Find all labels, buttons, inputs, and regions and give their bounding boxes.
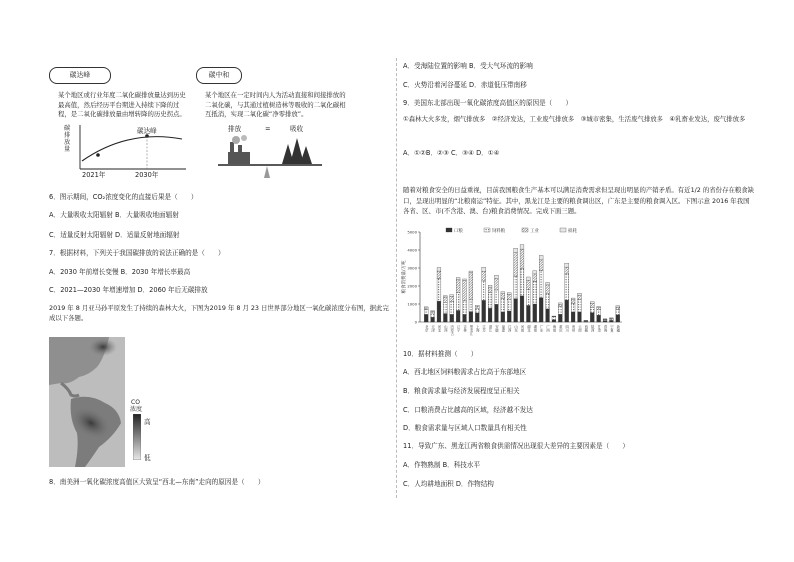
bar-segment-2 <box>424 309 428 314</box>
bar-segment-2 <box>475 308 479 313</box>
bar-segment-4 <box>578 293 582 295</box>
bar-segment-3 <box>469 273 473 300</box>
y-tick-label: 1000 <box>407 301 417 307</box>
bar-segment-2 <box>558 307 562 315</box>
bar-segment-3 <box>463 281 467 301</box>
bar-segment-2 <box>437 279 441 302</box>
bar-segment-4 <box>590 302 594 304</box>
category-label: 西藏 <box>583 325 588 332</box>
equals-label: = <box>265 125 271 133</box>
bar-segment-3 <box>578 295 582 299</box>
bar-segment-1 <box>578 312 582 322</box>
bar-segment-1 <box>424 314 428 322</box>
category-label: 天津 <box>430 325 435 332</box>
legend-high: 高 <box>144 418 151 426</box>
bar-segment-4 <box>616 306 620 307</box>
q8-options-cd: C．火势沿着河谷蔓延 D．赤道低压带南移 <box>403 81 527 89</box>
category-label: 上海 <box>475 325 480 332</box>
bar-segment-3 <box>526 280 530 289</box>
bar-segment-1 <box>431 317 435 322</box>
bar-segment-3 <box>437 271 441 279</box>
category-label: 北京 <box>424 325 429 332</box>
legend-conc: 浓度 <box>130 406 143 413</box>
chart-ylabel: 粮食消费量/万吨 <box>402 260 407 294</box>
bar-segment-1 <box>533 304 537 322</box>
bar-segment-1 <box>475 313 479 322</box>
q9-stem: 9．美国东北部出现一氧化碳浓度高值区的原因是（ ） <box>403 99 573 107</box>
bar-segment-1 <box>482 300 486 322</box>
bar-segment-1 <box>501 312 505 322</box>
bar-segment-2 <box>456 293 460 311</box>
category-label: 浙江 <box>488 325 493 332</box>
bar-segment-4 <box>488 285 492 288</box>
q6-stem: 6．图示期间，CO₂浓度变化的直接后果是（ ） <box>49 193 198 201</box>
emission-curve <box>82 137 182 161</box>
bar-segment-2 <box>578 299 582 312</box>
category-label: 河北 <box>436 325 441 332</box>
category-label: 吉林 <box>462 325 467 332</box>
bar-segment-4 <box>526 277 530 280</box>
category-label: 青海 <box>603 325 608 332</box>
q7-options-ab: A．2030 年前增长变慢 B．2030 年增长率最高 <box>49 268 191 276</box>
bar-segment-4 <box>475 305 479 306</box>
bar-segment-1 <box>488 308 492 322</box>
bar-segment-3 <box>495 278 499 290</box>
co-concentration-map <box>49 337 125 467</box>
bar-segment-2 <box>520 269 524 296</box>
category-label: 广西 <box>545 325 550 332</box>
bar-segment-1 <box>443 314 447 322</box>
bar-segment-3 <box>443 297 447 302</box>
y-tick-label: 5000 <box>407 229 417 235</box>
bar-segment-2 <box>597 310 601 315</box>
bar-segment-3 <box>488 288 492 293</box>
legend-label: 口粮 <box>454 228 463 234</box>
bar-segment-2 <box>539 271 543 298</box>
y-tick-label: 2000 <box>407 283 417 289</box>
bar-segment-3 <box>450 296 454 301</box>
y-tick-label: 0 <box>414 319 417 325</box>
bar-segment-3 <box>533 274 537 282</box>
carbon-neutral-desc: 某个地区在一定时间内人为活动直接和间接排放的二氧化碳，与其通过植树造林等吸收的二氧化碳相互抵消，实现二氧化碳“净零排放”。 <box>205 91 346 119</box>
bar-segment-3 <box>424 308 428 309</box>
q7-options-cd: C．2021—2030 年增速增加 D．2060 年后无碳排放 <box>49 286 208 294</box>
category-label: 甘肃 <box>596 325 601 332</box>
bar-segment-3 <box>616 307 620 309</box>
bar-segment-1 <box>469 312 473 322</box>
bar-segment-4 <box>469 271 473 273</box>
q7-stem: 7．根据材料，下列关于我国碳排放的说法正确的是（ ） <box>49 249 225 257</box>
bar-segment-3 <box>565 267 569 274</box>
bar-segment-1 <box>526 305 530 322</box>
bar-segment-2 <box>501 298 505 312</box>
y-tick-label: 3000 <box>407 265 417 271</box>
bar-segment-4 <box>501 292 505 294</box>
bar-segment-2 <box>488 292 492 308</box>
bar-segment-4 <box>437 267 441 271</box>
bar-segment-4 <box>482 267 486 271</box>
bar-segment-3 <box>571 300 575 304</box>
peak-label: 碳达峰 <box>137 127 157 135</box>
q11-options-cd: C．人均耕地面积 D．作物结构 <box>403 480 494 488</box>
bar-segment-2 <box>450 302 454 315</box>
category-label: 山东 <box>513 325 518 332</box>
q10-option-d: D．粮食需求量与区域人口数量具有相关性 <box>403 424 527 432</box>
bar-segment-2 <box>463 301 467 315</box>
bar-segment-4 <box>450 295 454 297</box>
category-label: 黑龙江 <box>468 325 473 336</box>
bar-segment-1 <box>552 320 556 322</box>
emit-label: 排放 <box>228 125 242 133</box>
bar-segment-2 <box>495 290 499 304</box>
bar-segment-2 <box>507 300 511 311</box>
bar-segment-3 <box>558 304 562 306</box>
bar-segment-4 <box>456 278 460 280</box>
category-label: 海南 <box>551 325 556 332</box>
balance-diagram <box>214 134 326 182</box>
bar-segment-1 <box>456 310 460 322</box>
y-tick-label: 4000 <box>407 247 417 253</box>
bar-segment-2 <box>443 302 447 313</box>
category-label: 内蒙古 <box>449 325 454 336</box>
bar-segment-2 <box>514 276 518 299</box>
bar-segment-4 <box>565 263 569 267</box>
forest-icon <box>282 138 312 164</box>
category-label: 宁夏 <box>609 325 614 332</box>
bar-segment-1 <box>546 309 550 322</box>
bar-segment-1 <box>565 300 569 322</box>
bar-segment-1 <box>597 315 601 322</box>
category-label: 云南 <box>577 325 582 332</box>
bar-segment-3 <box>431 312 435 313</box>
intro-grain: 随着对粮食安全的日益重视，目前我国粮食生产基本可以满足消费需求但呈现出明显的产销矛盾。有近1/2 的省份存在粮食缺口，呈现出明显的“北粮南运”特征。其中，黑龙江是主要的粮食调出区，广东是主要的粮食调入区。下图示意 2016 年我国各省、区、市(不含港、澳、台)粮食消费情况。完成下面三题。 <box>403 186 755 215</box>
bar-segment-4 <box>507 293 511 295</box>
bar-segment-4 <box>463 279 467 281</box>
point-2021 <box>96 153 100 157</box>
factory-icon <box>228 135 250 164</box>
category-label: 新疆 <box>615 325 620 332</box>
carbon-neutral-tag: 碳中和 <box>196 67 242 84</box>
bar-segment-4 <box>443 296 447 297</box>
category-label: 河南 <box>520 325 524 332</box>
bar-segment-1 <box>463 314 467 322</box>
legend-swatch <box>560 228 566 232</box>
co-high-zone-north <box>89 338 117 356</box>
bar-segment-1 <box>507 311 511 322</box>
bar-segment-3 <box>546 285 550 294</box>
legend-swatch <box>446 228 452 232</box>
intro-amazon-fire: 2019 年 8 月亚马孙平原发生了持续的森林大火，下图为2019 年 8 月 23 日世界部分地区一氧化碳浓度分布图，据此完成以下各题。 <box>49 304 389 322</box>
category-label: 福建 <box>500 325 505 332</box>
category-label: 四川 <box>564 325 569 332</box>
bar-segment-4 <box>558 303 562 304</box>
bar-segment-2 <box>533 282 537 305</box>
bar-segment-4 <box>571 298 575 300</box>
carbon-peak-tag: 碳达峰 <box>49 67 111 84</box>
legend-colorbar <box>133 414 141 460</box>
bar-segment-2 <box>590 307 594 312</box>
bar-segment-2 <box>565 274 569 300</box>
bar-segment-1 <box>450 314 454 322</box>
carbon-peak-diagram <box>58 123 188 183</box>
legend-label: 损耗 <box>568 228 577 234</box>
category-label: 贵州 <box>571 325 576 332</box>
bar-segment-4 <box>539 255 543 260</box>
bar-segment-3 <box>514 253 518 276</box>
bar-segment-3 <box>597 308 601 310</box>
bar-segment-3 <box>507 294 511 299</box>
q6-options-cd: C．适量反射太阳辐射 D．适量反射地面辐射 <box>49 231 180 239</box>
legend-label: 饲料粮 <box>492 228 506 234</box>
category-label: 安徽 <box>494 325 499 332</box>
category-label: 重庆 <box>558 325 563 332</box>
bar-segment-3 <box>482 271 486 281</box>
absorb-label: 吸收 <box>290 125 304 133</box>
q11-stem: 11．导致广东、黑龙江两省粮食供需情况出现很大差异的主要因素是（ ） <box>403 442 629 450</box>
bar-segment-2 <box>526 289 530 305</box>
q10-stem: 10．据材料推测（ ） <box>403 350 478 358</box>
bar-segment-3 <box>539 260 543 271</box>
bar-segment-2 <box>469 300 473 312</box>
grain-consumption-chart <box>398 224 628 340</box>
bar-segment-1 <box>610 320 614 322</box>
bar-segment-2 <box>482 281 486 300</box>
q8-options-ab: A．受海陆位置的影响 B．受大气环流的影响 <box>403 62 533 70</box>
bar-segment-4 <box>520 245 524 250</box>
year-2030: 2030年 <box>135 171 159 179</box>
legend-low: 低 <box>144 454 151 462</box>
category-label: 江苏 <box>481 325 486 332</box>
bar-segment-3 <box>456 280 460 293</box>
bar-segment-1 <box>558 314 562 322</box>
bar-segment-4 <box>431 311 435 312</box>
bar-segment-4 <box>514 248 518 253</box>
bar-segment-4 <box>597 307 601 308</box>
bar-segment-2 <box>610 319 614 320</box>
category-label: 江西 <box>507 325 512 332</box>
carbon-peak-desc: 某个地区或行业年度二氧化碳排放量达到历史最高值，然后经历平台期进入持续下降的过程，是二氧化碳排放量由增转降的历史拐点。 <box>58 91 186 119</box>
bar-segment-2 <box>603 319 607 320</box>
bar-segment-3 <box>590 303 594 307</box>
bar-segment-1 <box>571 312 575 322</box>
bar-segment-4 <box>533 271 537 274</box>
category-label: 湖北 <box>526 325 531 332</box>
category-label: 辽宁 <box>456 325 461 332</box>
q9-items: ①森林大火多发，烟气排放多 ②经济发达，工业废气排放多 ③城市密集，生活废气排放多 ④乳畜业发达，废气排放多 <box>403 115 746 123</box>
q6-options-ab: A．大量吸收太阳辐射 B．大量吸收地面辐射 <box>49 211 179 219</box>
bar-segment-4 <box>495 275 499 278</box>
bar-segment-1 <box>603 321 607 322</box>
legend-swatch <box>484 228 490 232</box>
bar-segment-1 <box>437 301 441 322</box>
bar-segment-4 <box>546 282 550 285</box>
category-label: 湖南 <box>532 325 537 332</box>
bar-segment-2 <box>571 304 575 312</box>
column-divider <box>396 58 397 498</box>
q11-options-ab: A．作物熟制 B．科技水平 <box>403 461 481 469</box>
year-2021: 2021年 <box>82 171 106 179</box>
q8-stem: 8．南美洲一氧化碳浓度高值区大致呈“西北—东南”走向的原因是（ ） <box>49 478 265 486</box>
bar-segment-3 <box>520 249 524 269</box>
bar-segment-1 <box>514 299 518 322</box>
bar-segment-1 <box>590 313 594 322</box>
balance-fulcrum <box>264 166 270 178</box>
q10-option-b: B．粮食需求量与经济发展程度呈正相关 <box>403 387 520 395</box>
q9-options: A．①②B．②③ C．③④ D．①④ <box>403 149 500 157</box>
bar-segment-1 <box>495 304 499 322</box>
bar-segment-2 <box>552 317 556 320</box>
carbon-ylabel: 碳排放量 <box>64 125 71 153</box>
legend-co: CO <box>131 399 140 406</box>
bar-segment-3 <box>475 306 479 308</box>
bar-segment-2 <box>431 313 435 317</box>
category-label: 陕西 <box>590 325 595 332</box>
bar-segment-3 <box>501 294 505 299</box>
q10-option-a: A．西北地区饲料粮需求占比高于东部地区 <box>403 368 527 376</box>
legend-label: 工业 <box>530 228 539 234</box>
category-label: 山西 <box>443 325 448 332</box>
bar-segment-1 <box>520 296 524 322</box>
legend-swatch <box>522 228 528 232</box>
bar-segment-2 <box>616 309 620 314</box>
bar-segment-4 <box>424 307 428 308</box>
bar-segment-1 <box>539 298 543 322</box>
q10-option-c: C．口粮消费占比越高的区域，经济越不发达 <box>403 406 533 414</box>
bar-segment-1 <box>616 315 620 322</box>
category-label: 广东 <box>539 325 544 332</box>
bar-segment-2 <box>546 294 550 309</box>
